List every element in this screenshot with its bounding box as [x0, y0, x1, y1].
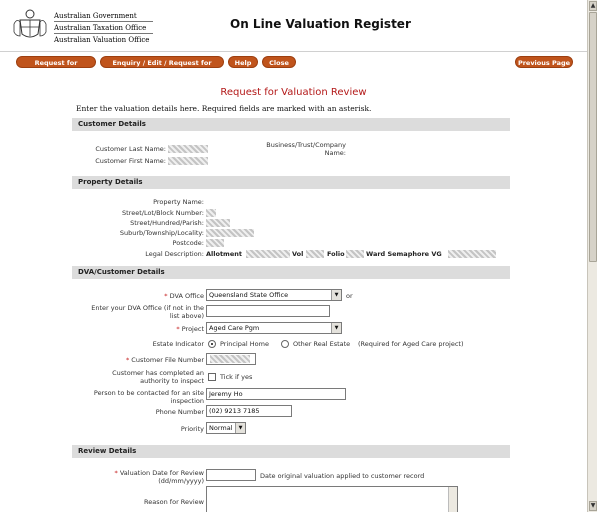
chevron-down-icon: ▼	[235, 423, 245, 433]
customer-last-name-value	[168, 145, 208, 153]
estate-note: (Required for Aged Care project)	[358, 340, 464, 348]
nav-bar	[0, 56, 587, 79]
legal-description-label: Legal Description:	[145, 250, 204, 258]
street-number-label: Street/Lot/Block Number:	[122, 209, 204, 217]
previous-page-button[interactable]: Previous Page	[515, 56, 573, 68]
estate-indicator-label: Estate Indicator	[152, 340, 204, 348]
intro-text: Enter the valuation details here. Required fields are marked with an asterisk.	[76, 104, 372, 113]
close-button[interactable]: Close	[262, 56, 296, 68]
street-value	[206, 219, 230, 227]
project-label: * Project	[176, 325, 204, 333]
estate-other-radio[interactable]	[281, 340, 289, 348]
help-button[interactable]: Help	[228, 56, 258, 68]
estate-other-label: Other Real Estate	[293, 340, 351, 348]
vol-value	[306, 250, 324, 258]
authority-checkbox[interactable]	[208, 373, 216, 381]
enter-dva-office-label-2: list above)	[169, 312, 204, 320]
tick-if-yes-label: Tick if yes	[220, 373, 253, 381]
phone-number-input[interactable]: (02) 9213 7185	[206, 405, 292, 417]
coat-of-arms-icon	[12, 6, 48, 42]
folio-value	[346, 250, 364, 258]
folio-label: Folio	[327, 250, 345, 258]
ward-value	[448, 250, 496, 258]
contact-person-label-2: inspection	[170, 397, 204, 405]
authority-label-2: authority to inspect	[140, 377, 204, 385]
property-details-header: Property Details	[72, 176, 510, 189]
business-name-label-2: Name:	[324, 149, 346, 157]
agency-block	[54, 10, 153, 46]
reason-for-review-label: Reason for Review	[144, 498, 204, 506]
scroll-down-icon[interactable]: ▼	[590, 502, 596, 509]
contact-person-label-1: Person to be contacted for an site	[93, 389, 204, 397]
dva-office-select[interactable]: Queensland State Office ▼	[206, 289, 342, 301]
customer-first-name-label: Customer First Name:	[95, 157, 166, 165]
priority-select[interactable]: Normal ▼	[206, 422, 246, 434]
suburb-value	[206, 229, 254, 237]
dva-customer-details-header: DVA/Customer Details	[72, 266, 510, 279]
textarea-scrollbar[interactable]	[448, 487, 457, 512]
app-title: On Line Valuation Register	[230, 17, 411, 31]
property-name-label: Property Name:	[153, 198, 204, 206]
customer-file-number-input[interactable]	[206, 353, 256, 365]
request-for-valuation-button[interactable]: Request for Valuation	[16, 56, 96, 68]
or-label: or	[346, 292, 353, 300]
chevron-down-icon: ▼	[331, 323, 341, 333]
required-marker: *	[164, 292, 168, 300]
allotment-value	[246, 250, 290, 258]
business-name-label-1: Business/Trust/Company	[266, 141, 346, 149]
street-label: Street/Hundred/Parish:	[130, 219, 204, 227]
contact-person-input[interactable]: Jeremy Ho	[206, 388, 346, 400]
valuation-date-input[interactable]	[206, 469, 256, 481]
estate-principal-label: Principal Home	[220, 340, 269, 348]
suburb-label: Suburb/Township/Locality:	[119, 229, 204, 237]
valuation-date-label-1: * Valuation Date for Review	[114, 469, 204, 477]
valuation-date-label-2: (dd/mm/yyyy)	[158, 477, 204, 485]
project-select[interactable]: Aged Care Pgm ▼	[206, 322, 342, 334]
enter-dva-office-label-1: Enter your DVA Office (if not in the	[91, 304, 204, 312]
scrollbar-thumb[interactable]	[589, 12, 597, 262]
customer-last-name-label: Customer Last Name:	[95, 145, 166, 153]
chevron-down-icon: ▼	[331, 290, 341, 300]
agency-line-3: Australian Valuation Office	[54, 36, 150, 44]
agency-line-1: Australian Government	[54, 10, 153, 22]
customer-first-name-value	[168, 157, 208, 165]
reason-for-review-textarea[interactable]	[206, 486, 458, 512]
customer-file-number-label: * Customer File Number	[125, 356, 204, 364]
dva-office-label: * DVA Office	[164, 292, 204, 300]
page-header	[0, 0, 587, 52]
scroll-up-icon[interactable]: ▲	[590, 2, 596, 9]
priority-label: Priority	[180, 425, 204, 433]
authority-label-1: Customer has completed an	[112, 369, 204, 377]
allotment-label: Allotment	[206, 250, 242, 258]
agency-line-2: Australian Taxation Office	[54, 22, 153, 34]
postcode-label: Postcode:	[172, 239, 204, 247]
page-title: Request for Valuation Review	[220, 87, 367, 98]
dva-office-input[interactable]	[206, 305, 330, 317]
valuation-date-note: Date original valuation applied to customer record	[260, 472, 425, 480]
vol-label: Vol	[292, 250, 304, 258]
ward-label: Ward Semaphore VG	[366, 250, 442, 258]
page-scrollbar[interactable]	[587, 0, 597, 512]
street-number-value	[206, 209, 216, 217]
estate-principal-radio[interactable]	[208, 340, 216, 348]
phone-number-label: Phone Number	[155, 408, 204, 416]
postcode-value	[206, 239, 224, 247]
review-details-header: Review Details	[72, 445, 510, 458]
customer-details-header: Customer Details	[72, 118, 510, 131]
enquiry-edit-update-button[interactable]: Enquiry / Edit / Request for Update	[100, 56, 224, 68]
